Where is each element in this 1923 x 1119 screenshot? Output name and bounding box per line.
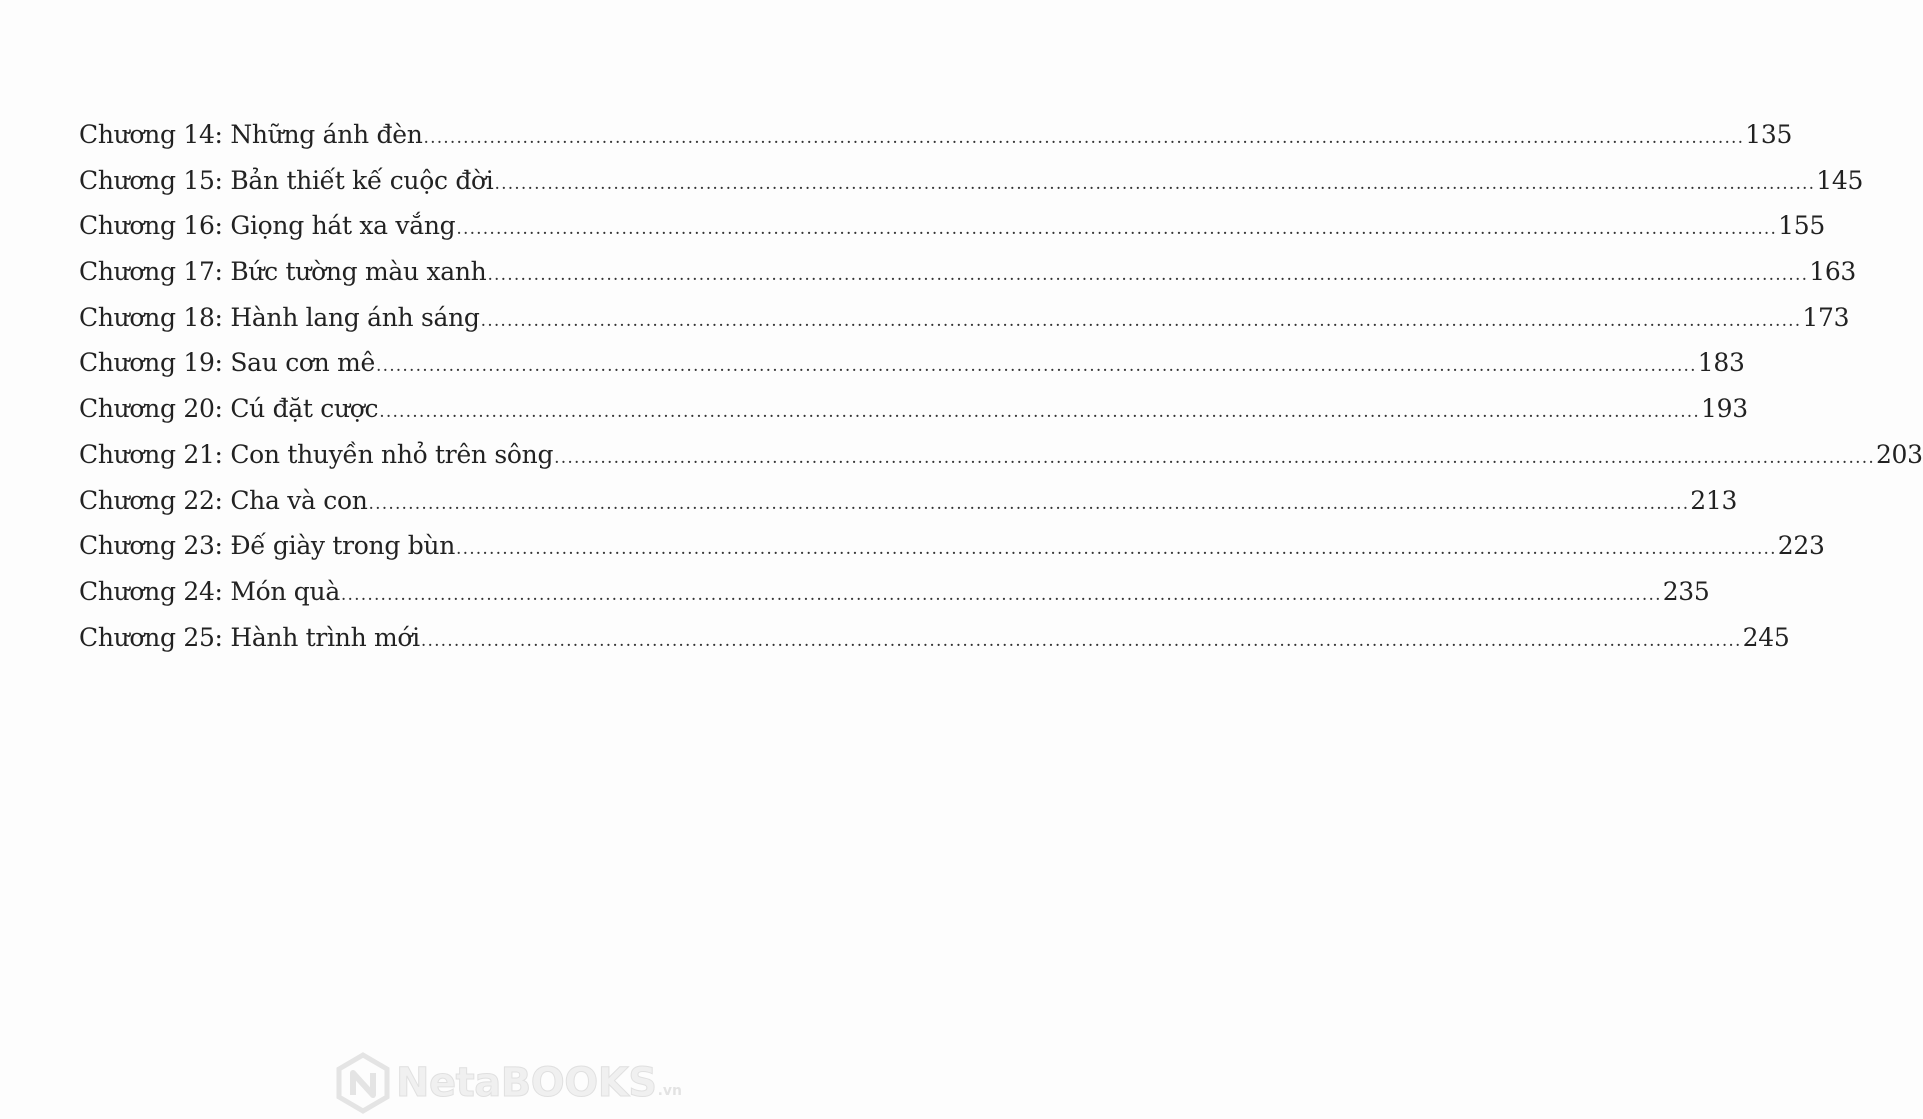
toc-entry-title: Chương 24: Món quà	[79, 576, 340, 606]
toc-leader-dots: ........................................................................................................................................................................................................	[340, 584, 1662, 605]
toc-entry-page: 155	[1778, 211, 1825, 241]
toc-leader-dots: ........................................................................................................................................................................................................	[368, 493, 1690, 514]
toc-entry	[79, 386, 1748, 432]
toc-leader-dots: ........................................................................................................................................................................................................	[494, 173, 1816, 194]
toc-leader-dots: ........................................................................................................................................................................................................	[420, 630, 1742, 651]
toc-leader-dots: ........................................................................................................................................................................................................	[376, 356, 1697, 377]
toc-entry-title: Chương 14: Những ánh đèn	[79, 120, 423, 149]
toc-entry	[79, 478, 1738, 524]
toc-entry	[79, 249, 1857, 295]
watermark-suffix: .vn	[657, 1083, 682, 1099]
toc-leader-dots: ........................................................................................................................................................................................................	[456, 539, 1777, 560]
toc-entry	[79, 523, 1825, 569]
toc-entry-title: Chương 22: Cha và con	[79, 485, 368, 515]
watermark-brand: NetaBOOKS	[396, 1060, 657, 1106]
toc-leader-dots: ........................................................................................................................................................................................................	[487, 265, 1809, 286]
toc-entry-title: Chương 16: Giọng hát xa vắng	[79, 211, 456, 241]
netabooks-watermark	[336, 1053, 682, 1113]
toc-entry-page: 245	[1742, 622, 1790, 652]
toc-leader-dots: ........................................................................................................................................................................................................	[554, 447, 1875, 468]
toc-entry-title: Chương 25: Hành trình mới	[79, 622, 420, 652]
netabooks-logo-icon	[336, 1053, 390, 1113]
toc-leader-dots: ........................................................................................................................................................................................................	[379, 402, 1701, 423]
toc-entry-page: 213	[1690, 485, 1738, 515]
toc-entry-title: Chương 15: Bản thiết kế cuộc đời	[79, 165, 494, 195]
toc-entry-title: Chương 18: Hành lang ánh sáng	[79, 302, 480, 332]
toc-entry-title: Chương 17: Bức tường màu xanh	[79, 257, 487, 287]
toc-entry	[79, 615, 1790, 661]
toc-entry-page: 203	[1875, 439, 1923, 469]
toc-entry	[79, 295, 1850, 341]
table-of-contents	[79, 112, 1923, 660]
toc-entry	[79, 432, 1923, 478]
toc-entry-title: Chương 21: Con thuyền nhỏ trên sông	[79, 439, 554, 469]
toc-entry-title: Chương 19: Sau cơn mê	[79, 348, 375, 378]
toc-entry-page: 193	[1701, 394, 1748, 424]
toc-entry	[79, 569, 1710, 615]
toc-entry-page: 173	[1802, 302, 1850, 332]
toc-entry-page: 163	[1809, 257, 1857, 287]
toc-entry-title: Chương 20: Cú đặt cược	[79, 394, 379, 424]
toc-entry-page: 145	[1816, 165, 1864, 195]
toc-entry-title: Chương 23: Đế giày trong bùn	[79, 531, 455, 561]
toc-entry-page: 135	[1745, 120, 1793, 149]
toc-entry-page: 223	[1777, 531, 1825, 561]
toc-entry	[79, 112, 1793, 158]
toc-entry	[79, 158, 1864, 204]
toc-leader-dots: ........................................................................................................................................................................................................	[480, 310, 1802, 331]
toc-leader-dots: ........................................................................................................................................................................................................	[423, 128, 1745, 148]
toc-entry-page: 183	[1697, 348, 1745, 378]
toc-leader-dots: ........................................................................................................................................................................................................	[456, 219, 1778, 240]
toc-entry	[79, 340, 1745, 386]
toc-entry	[79, 203, 1825, 249]
toc-entry-page: 235	[1662, 576, 1710, 606]
